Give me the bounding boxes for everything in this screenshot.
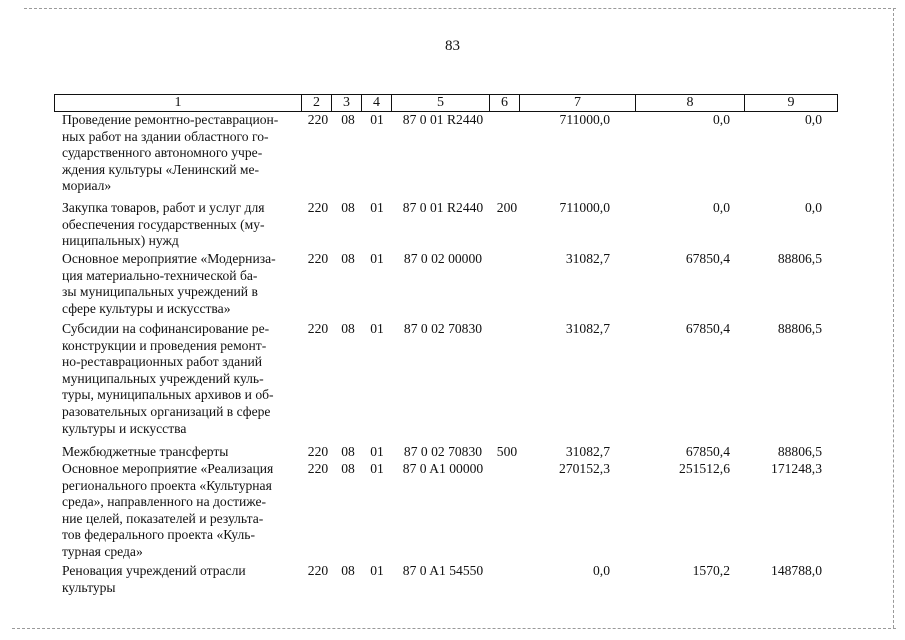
description-line: Субсидии на софинансирование ре- bbox=[62, 321, 270, 336]
row-description bbox=[62, 321, 295, 437]
cell-amount-col7: 711000,0 bbox=[559, 112, 610, 127]
cell-subsection-code-2: 01 bbox=[370, 461, 384, 476]
description-line: ных работ на здании областного го- bbox=[62, 128, 269, 144]
cell-amount-col9: 88806,5 bbox=[777, 251, 822, 266]
row-description bbox=[62, 251, 295, 317]
header-col-6: 6 bbox=[490, 95, 520, 112]
cell-amount-col9: 88806,5 bbox=[777, 321, 822, 336]
description-line: регионального проекта «Культурная bbox=[62, 477, 272, 493]
cell-target-article: 87 0 02 70830 bbox=[403, 321, 483, 336]
description-line: конструкции и проведения ремонт- bbox=[62, 337, 267, 353]
cell-amount-col8: 67850,4 bbox=[685, 321, 730, 336]
row-description bbox=[62, 112, 295, 195]
cell-target-article: 87 0 02 70830 bbox=[403, 444, 483, 459]
cell-expense-type: 500 bbox=[496, 444, 518, 459]
description-line: среда», направленного на достиже- bbox=[62, 494, 267, 510]
description-line: Проведение ремонтно-реставрацион- bbox=[62, 112, 279, 127]
description-line: ние целей, показателей и результа- bbox=[62, 510, 264, 526]
cell-target-article: 87 0 01 R2440 bbox=[402, 112, 484, 127]
column-number-header bbox=[54, 94, 838, 112]
cell-amount-col9: 0,0 bbox=[805, 112, 822, 127]
cell-subsection-code: 08 bbox=[341, 112, 355, 127]
cell-amount-col8: 0,0 bbox=[713, 200, 730, 215]
cell-target-article: 87 0 A1 00000 bbox=[402, 461, 484, 476]
header-col-4: 4 bbox=[362, 95, 392, 112]
description-line: ниципальных) нужд bbox=[62, 233, 179, 249]
cell-section-code: 220 bbox=[307, 461, 329, 476]
cell-amount-col8: 67850,4 bbox=[685, 444, 730, 459]
description-line: Реновация учреждений отрасли bbox=[62, 563, 246, 578]
cell-section-code: 220 bbox=[307, 200, 329, 215]
row-description bbox=[62, 461, 295, 561]
cell-section-code: 220 bbox=[307, 251, 329, 266]
description-line: Основное мероприятие «Реализация bbox=[62, 461, 274, 476]
cell-subsection-code: 08 bbox=[341, 251, 355, 266]
cell-section-code: 220 bbox=[307, 112, 329, 127]
cell-subsection-code: 08 bbox=[341, 444, 355, 459]
description-line: Основное мероприятие «Модерниза- bbox=[62, 251, 276, 266]
cell-subsection-code: 08 bbox=[341, 200, 355, 215]
header-col-7: 7 bbox=[520, 95, 636, 112]
cell-amount-col9: 148788,0 bbox=[771, 563, 822, 578]
row-description bbox=[62, 563, 295, 596]
cell-subsection-code: 08 bbox=[341, 321, 355, 336]
row-description bbox=[62, 444, 295, 461]
description-line: культуры bbox=[62, 579, 116, 595]
description-line: обеспечения государственных (му- bbox=[62, 216, 265, 232]
page-border-top bbox=[24, 8, 896, 9]
cell-amount-col9: 0,0 bbox=[805, 200, 822, 215]
cell-amount-col7: 31082,7 bbox=[565, 321, 610, 336]
cell-subsection-code-2: 01 bbox=[370, 251, 384, 266]
header-col-9: 9 bbox=[745, 95, 838, 112]
cell-target-article: 87 0 01 R2440 bbox=[402, 200, 484, 215]
page-number: 83 bbox=[445, 38, 460, 54]
header-col-3: 3 bbox=[332, 95, 362, 112]
description-line: Межбюджетные трансферты bbox=[62, 444, 229, 459]
description-line: зы муниципальных учреждений в bbox=[62, 284, 258, 300]
cell-section-code: 220 bbox=[307, 444, 329, 459]
cell-amount-col9: 88806,5 bbox=[777, 444, 822, 459]
description-line: туры, муниципальных архивов и об- bbox=[62, 387, 274, 403]
cell-subsection-code-2: 01 bbox=[370, 112, 384, 127]
header-col-5: 5 bbox=[392, 95, 490, 112]
page-border-bottom bbox=[12, 628, 896, 629]
description-line: сударственного автономного учре- bbox=[62, 145, 263, 161]
cell-amount-col8: 1570,2 bbox=[692, 563, 730, 578]
cell-amount-col9: 171248,3 bbox=[771, 461, 822, 476]
description-line: мориал» bbox=[62, 178, 112, 194]
header-col-1: 1 bbox=[55, 95, 302, 112]
cell-amount-col7: 31082,7 bbox=[565, 444, 610, 459]
description-line: разовательных организаций в сфере bbox=[62, 403, 271, 419]
cell-expense-type: 200 bbox=[496, 200, 518, 215]
page-border-right bbox=[893, 8, 894, 628]
description-line: но-реставрационных работ зданий bbox=[62, 354, 263, 370]
cell-amount-col7: 711000,0 bbox=[559, 200, 610, 215]
cell-section-code: 220 bbox=[307, 563, 329, 578]
header-col-8: 8 bbox=[636, 95, 745, 112]
cell-section-code: 220 bbox=[307, 321, 329, 336]
cell-subsection-code-2: 01 bbox=[370, 321, 384, 336]
header-col-2: 2 bbox=[302, 95, 332, 112]
description-line: турная среда» bbox=[62, 543, 143, 559]
cell-amount-col8: 67850,4 bbox=[685, 251, 730, 266]
cell-amount-col8: 251512,6 bbox=[679, 461, 730, 476]
cell-target-article: 87 0 A1 54550 bbox=[402, 563, 484, 578]
cell-subsection-code-2: 01 bbox=[370, 563, 384, 578]
cell-subsection-code: 08 bbox=[341, 563, 355, 578]
description-line: сфере культуры и искусства» bbox=[62, 300, 231, 316]
cell-amount-col7: 270152,3 bbox=[559, 461, 610, 476]
cell-amount-col8: 0,0 bbox=[713, 112, 730, 127]
row-description bbox=[62, 200, 295, 250]
description-line: Закупка товаров, работ и услуг для bbox=[62, 200, 265, 215]
description-line: тов федерального проекта «Куль- bbox=[62, 527, 256, 543]
cell-subsection-code-2: 01 bbox=[370, 200, 384, 215]
cell-amount-col7: 31082,7 bbox=[565, 251, 610, 266]
cell-subsection-code: 08 bbox=[341, 461, 355, 476]
cell-subsection-code-2: 01 bbox=[370, 444, 384, 459]
cell-target-article: 87 0 02 00000 bbox=[403, 251, 483, 266]
description-line: муниципальных учреждений куль- bbox=[62, 370, 264, 386]
description-line: культуры и искусства bbox=[62, 420, 187, 436]
cell-amount-col7: 0,0 bbox=[593, 563, 610, 578]
description-line: ция материально-технической ба- bbox=[62, 267, 258, 283]
description-line: ждения культуры «Ленинский ме- bbox=[62, 161, 260, 177]
